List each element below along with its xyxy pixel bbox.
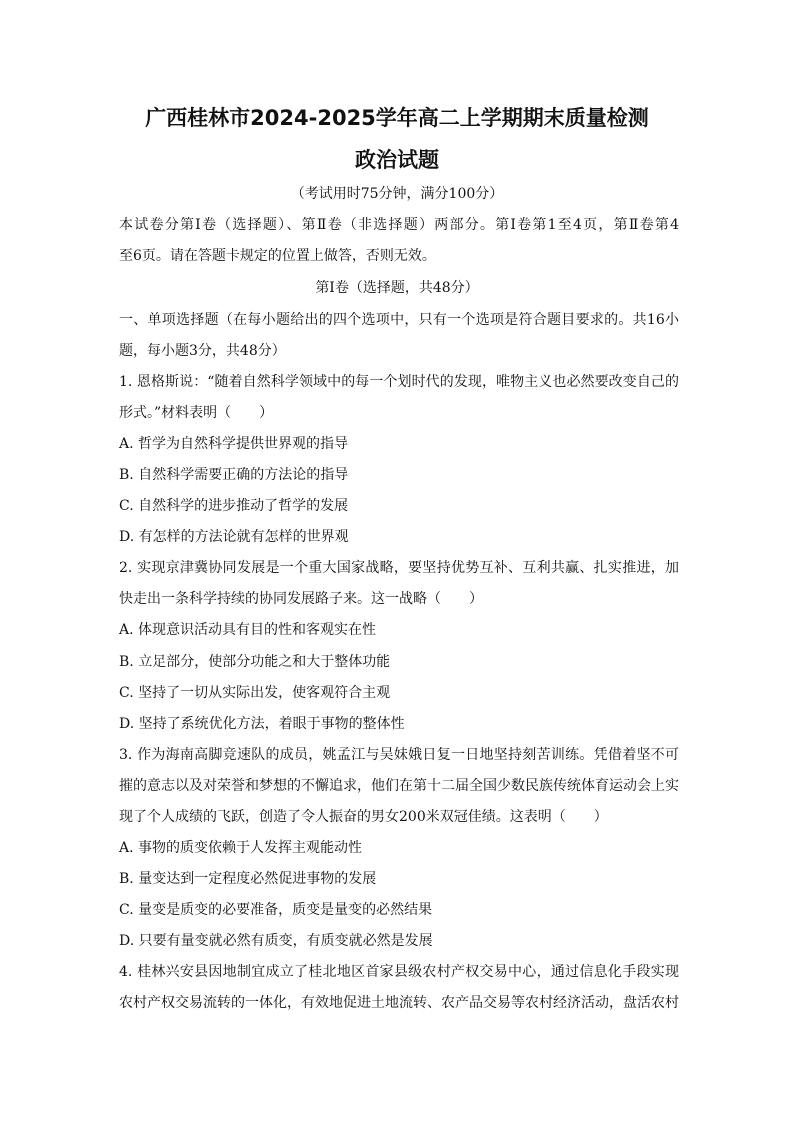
question-3-stem-line-1: 3. 作为海南高脚竞速队的成员，姚孟江与吴妹娥日复一日地坚持刻苦训练。凭借着坚不可 (119, 747, 679, 763)
question-4-stem-line-1: 4. 桂林兴安县因地制宜成立了桂北地区首家县级农村产权交易中心，通过信息化手段实现 (119, 964, 679, 980)
part-heading-line-2: 题，每小题3分，共48分） (119, 343, 286, 359)
question-3-stem-line-2: 摧的意志以及对荣誉和梦想的不懈追求，他们在第十二届全国少数民族传统体育运动会上实 (119, 778, 679, 794)
question-3-option-d: D. 只要有量变就必然有质变，有质变就必然是发展 (119, 933, 433, 949)
part-heading-line-1: 一、单项选择题（在每小题给出的四个选项中，只有一个选项是符合题目要求的。共16小 (119, 312, 679, 328)
question-1-stem-line-1: 1. 恩格斯说：“随着自然科学领域中的每一个划时代的发现，唯物主义也必然要改变自己的 (119, 374, 679, 390)
question-3-option-a: A. 事物的质变依赖于人发挥主观能动性 (119, 840, 363, 856)
question-1-option-b: B. 自然科学需要正确的方法论的指导 (119, 467, 349, 483)
exam-time-note: （考试用时75分钟，满分100分） (290, 186, 504, 202)
instructions-line-1: 本试卷分第Ⅰ卷（选择题）、第Ⅱ卷（非选择题）两部分。第Ⅰ卷第1至4页，第Ⅱ卷第4 (119, 217, 679, 233)
question-2-option-a: A. 体现意识活动具有目的性和客观实在性 (119, 622, 377, 638)
question-1-option-a: A. 哲学为自然科学提供世界观的指导 (119, 436, 349, 452)
question-1-stem-line-2: 形式。”材料表明（ ） (119, 405, 274, 421)
question-2-option-d: D. 坚持了系统优化方法，着眼于事物的整体性 (119, 716, 405, 732)
question-3-stem-line-3: 现了个人成绩的飞跃，创造了令人振奋的男女200米双冠佳绩。这表明（ ） (119, 809, 608, 825)
question-3-option-b: B. 量变达到一定程度必然促进事物的发展 (119, 871, 377, 887)
question-1-option-c: C. 自然科学的进步推动了哲学的发展 (119, 498, 349, 514)
exam-title: 广西桂林市2024-2025学年高二上学期期末质量检测 (145, 106, 649, 130)
question-2-option-c: C. 坚持了一切从实际出发，使客观符合主观 (119, 685, 391, 701)
question-2-stem-line-1: 2. 实现京津冀协同发展是一个重大国家战略，要坚持优势互补、互利共赢、扎实推进，加 (119, 560, 679, 576)
question-2-option-b: B. 立足部分，使部分功能之和大于整体功能 (119, 654, 391, 670)
question-3-option-c: C. 量变是质变的必要准备，质变是量变的必然结果 (119, 902, 433, 918)
question-4-stem-line-2: 农村产权交易流转的一体化，有效地促进土地流转、农产品交易等农村经济活动，盘活农村 (119, 995, 679, 1011)
question-1-option-d: D. 有怎样的方法论就有怎样的世界观 (119, 529, 349, 545)
instructions-line-2: 至6页。请在答题卡规定的位置上做答，否则无效。 (119, 248, 436, 264)
exam-subject: 政治试题 (355, 148, 439, 172)
question-2-stem-line-2: 快走出一条科学持续的协同发展路子来。这一战略（ ） (119, 591, 483, 607)
section-heading: 第Ⅰ卷（选择题，共48分） (315, 280, 479, 296)
